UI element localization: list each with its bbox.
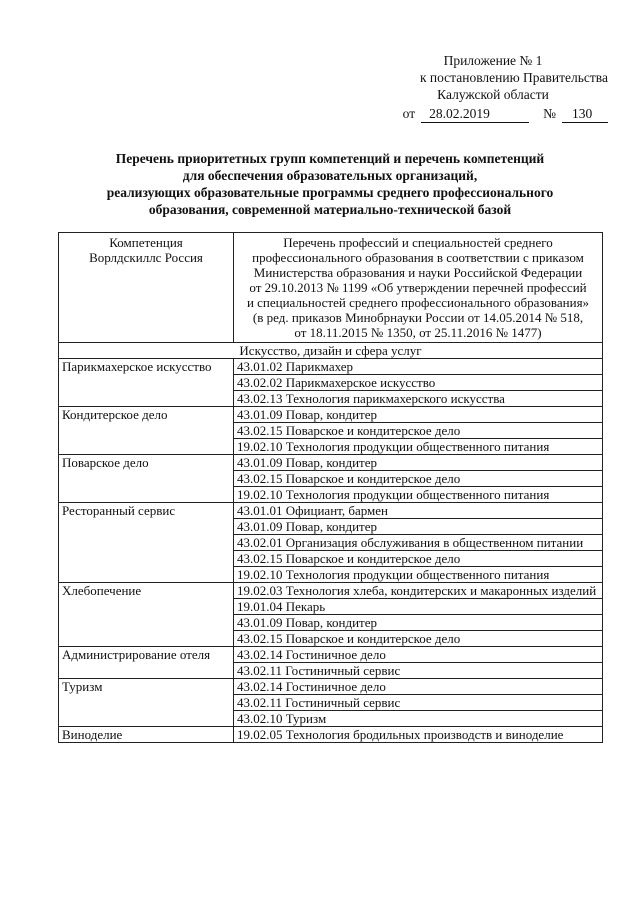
- header-line: от 18.11.2015 № 1350, от 25.11.2016 № 1477): [294, 325, 542, 340]
- table-row: [59, 359, 603, 375]
- profession-item: 43.02.13 Технология парикмахерского искусства: [234, 391, 603, 407]
- appendix-date-number: [378, 105, 608, 123]
- appendix-region: Калужской области: [437, 87, 549, 102]
- profession-item: 43.02.15 Поварское и кондитерское дело: [234, 471, 603, 487]
- competency-table: [58, 232, 603, 743]
- appendix-number: 130: [562, 105, 608, 123]
- profession-item: 43.01.09 Повар, кондитер: [234, 519, 603, 535]
- section-row: [59, 343, 603, 359]
- header-line: Компетенция: [109, 235, 183, 250]
- profession-item: 19.02.05 Технология бродильных производств и виноделие: [234, 727, 603, 743]
- profession-item: 43.02.15 Поварское и кондитерское дело: [234, 551, 603, 567]
- profession-item: 43.01.09 Повар, кондитер: [234, 407, 603, 423]
- appendix-date: 28.02.2019: [421, 105, 529, 123]
- header-professions: [234, 233, 603, 343]
- competency-name: Администрирование отеля: [59, 647, 234, 679]
- profession-item: 43.02.11 Гостиничный сервис: [234, 663, 603, 679]
- profession-item: 43.01.01 Официант, бармен: [234, 503, 603, 519]
- document-title: [70, 150, 590, 218]
- profession-item: 43.02.14 Гостиничное дело: [234, 647, 603, 663]
- profession-item: 43.02.01 Организация обслуживания в общественном питании: [234, 535, 603, 551]
- profession-item: 43.02.15 Поварское и кондитерское дело: [234, 631, 603, 647]
- competency-name: Ресторанный сервис: [59, 503, 234, 583]
- date-prefix: от: [402, 106, 416, 121]
- profession-item: 43.02.02 Парикмахерское искусство: [234, 375, 603, 391]
- profession-item: 43.02.11 Гостиничный сервис: [234, 695, 603, 711]
- title-line: для обеспечения образовательных организаций,: [182, 168, 478, 183]
- header-line: Ворлдскиллс Россия: [89, 250, 203, 265]
- profession-item: 19.02.10 Технология продукции общественного питания: [234, 487, 603, 503]
- competency-name: Поварское дело: [59, 455, 234, 503]
- section-title: Искусство, дизайн и сфера услуг: [59, 343, 603, 359]
- table-row: [59, 647, 603, 663]
- competency-name: Парикмахерское искусство: [59, 359, 234, 407]
- table-row: [59, 407, 603, 423]
- header-line: профессионального образования в соответствии с приказом: [252, 250, 584, 265]
- profession-item: 19.02.10 Технология продукции общественного питания: [234, 567, 603, 583]
- profession-item: 43.02.14 Гостиничное дело: [234, 679, 603, 695]
- number-prefix: №: [543, 106, 556, 121]
- header-line: Министерства образования и науки Российской Федерации: [253, 265, 583, 280]
- profession-item: 43.02.15 Поварское и кондитерское дело: [234, 423, 603, 439]
- title-line: Перечень приоритетных групп компетенций и перечень компетенций: [115, 151, 545, 166]
- competency-name: Туризм: [59, 679, 234, 727]
- competency-name: Виноделие: [59, 727, 234, 743]
- profession-item: 43.01.09 Повар, кондитер: [234, 615, 603, 631]
- profession-item: 43.02.10 Туризм: [234, 711, 603, 727]
- title-line: образования, современной материально-технической базой: [148, 202, 512, 217]
- header-line: Перечень профессий и специальностей среднего: [283, 235, 553, 250]
- table-row: [59, 583, 603, 599]
- competency-name: Кондитерское дело: [59, 407, 234, 455]
- appendix-title: Приложение № 1: [443, 53, 543, 68]
- profession-item: 43.01.02 Парикмахер: [234, 359, 603, 375]
- profession-item: 19.02.03 Технология хлеба, кондитерских и макаронных изделий: [234, 583, 603, 599]
- competency-name: Хлебопечение: [59, 583, 234, 647]
- table-header-row: [59, 233, 603, 343]
- profession-item: 43.01.09 Повар, кондитер: [234, 455, 603, 471]
- appendix-resolution: к постановлению Правительства: [419, 70, 608, 85]
- profession-item: 19.02.10 Технология продукции общественного питания: [234, 439, 603, 455]
- table-row: [59, 503, 603, 519]
- title-line: реализующих образовательные программы среднего профессионального: [106, 185, 554, 200]
- appendix-block: [378, 52, 608, 123]
- table-row: [59, 727, 603, 743]
- header-line: и специальностей среднего профессионального образования»: [246, 295, 590, 310]
- header-competency: [59, 233, 234, 343]
- header-line: от 29.10.2013 № 1199 «Об утверждении перечней профессий: [249, 280, 587, 295]
- table-row: [59, 455, 603, 471]
- profession-item: 19.01.04 Пекарь: [234, 599, 603, 615]
- header-line: (в ред. приказов Минобрнауки России от 14.05.2014 № 518,: [252, 310, 584, 325]
- table-row: [59, 679, 603, 695]
